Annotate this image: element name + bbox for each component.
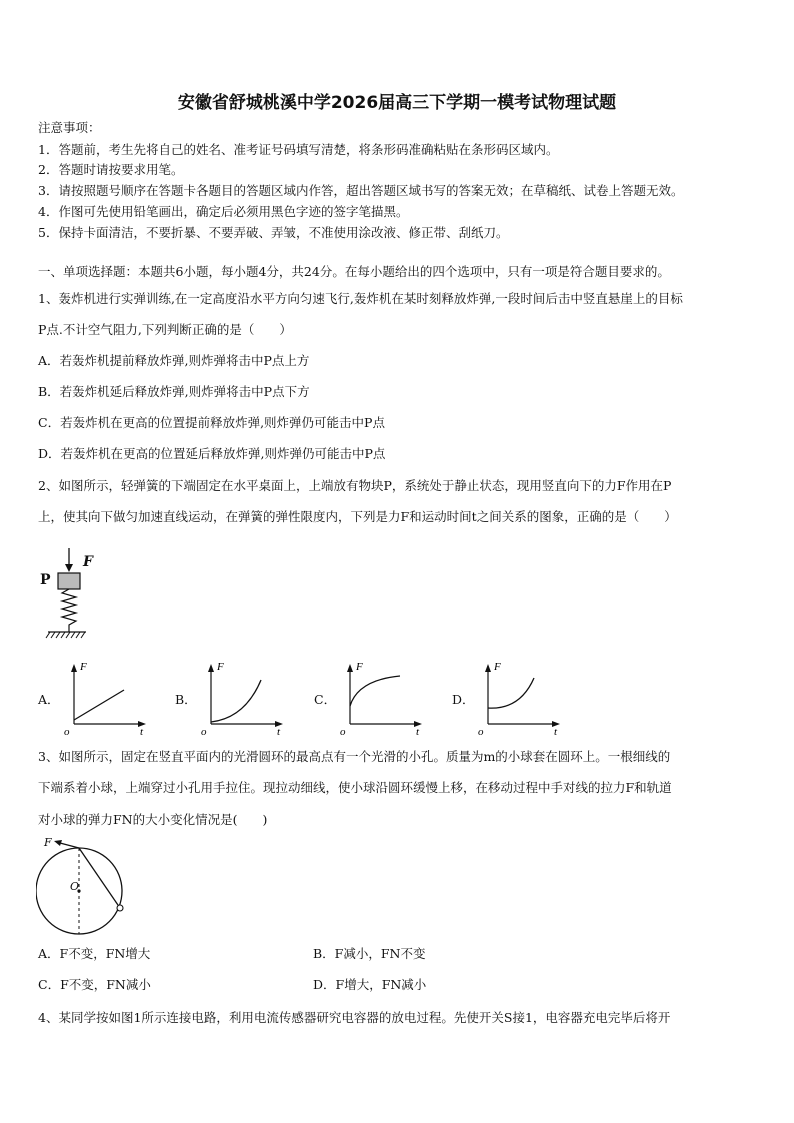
question-1-stem: P点.不计空气阻力,下列判断正确的是（ ）: [38, 322, 292, 337]
f-t-graph: [336, 660, 426, 736]
y-axis-arrowhead: [71, 664, 77, 672]
f-t-graph: [60, 660, 150, 736]
graph-option-label: B．: [175, 692, 197, 707]
graph-option-label: D．: [452, 692, 475, 707]
graph-y-label: F: [494, 661, 501, 673]
force-label: F: [83, 554, 93, 570]
f-t-curve: [74, 690, 124, 720]
section-heading: 一、单项选择题：本题共6小题，每小题4分，共24分。在每小题给出的四个选项中，只有一项是符合题目要求的。: [38, 264, 670, 279]
f-t-curve: [211, 680, 261, 722]
graph-option-label: A．: [38, 692, 60, 707]
ground-hatch: [46, 632, 85, 638]
question-1-option-c: C．若轰炸机在更高的位置提前释放炸弹,则炸弹仍可能击中P点: [38, 415, 385, 430]
graph-origin-label: o: [201, 726, 207, 736]
graph-y-label: F: [80, 661, 87, 673]
graph-x-label: t: [140, 726, 144, 736]
question-1-option-b: B．若轰炸机延后释放炸弹,则炸弹将击中P点下方: [38, 384, 310, 399]
graph-x-label: t: [277, 726, 281, 736]
pull-arrow: [60, 843, 79, 848]
question-3-option-b: B．F减小，FN不变: [313, 946, 426, 961]
f-t-graph: [197, 660, 287, 736]
spring: [62, 589, 76, 632]
question-1-option-d: D．若轰炸机在更高的位置延后释放炸弹,则炸弹仍可能击中P点: [38, 446, 386, 461]
question-2-stem: 上，使其向下做匀加速直线运动，在弹簧的弹性限度内，下列是力F和运动时间t之间关系的图象，正确的是（ ）: [38, 509, 677, 524]
notice-item: 2．答题时请按要求用笔。: [38, 162, 184, 177]
question-3-option-d: D．F增大，FN减小: [313, 977, 427, 992]
question-4-stem: 4、某同学按如图1所示连接电路，利用电流传感器研究电容器的放电过程。先使开关S接1，电容器充电完毕后将开: [38, 1010, 671, 1025]
page-title: 安徽省舒城桃溪中学2026届高三下学期一模考试物理试题: [177, 93, 617, 113]
ring-force-label: F: [44, 836, 52, 849]
question-3-stem: 对小球的弹力FN的大小变化情况是( ): [38, 812, 268, 827]
graph-x-label: t: [416, 726, 420, 736]
notice-heading: 注意事项：: [38, 120, 101, 135]
question-3-option-a: A．F不变，FN增大: [38, 946, 151, 961]
ring-center-label: O: [70, 880, 80, 893]
graph-origin-label: o: [478, 726, 484, 736]
question-2-stem: 2、如图所示，轻弹簧的下端固定在水平桌面上，上端放有物块P，系统处于静止状态，现用竖直向下的力F作用在P: [38, 478, 672, 493]
y-axis-arrowhead: [485, 664, 491, 672]
question-3-option-c: C．F不变，FN减小: [38, 977, 151, 992]
question-1-stem: 1、轰炸机进行实弹训练,在一定高度沿水平方向匀速飞行,轰炸机在某时刻释放炸弹,一段时间后击中竖直悬崖上的目标: [38, 291, 683, 306]
block-label: P: [40, 572, 51, 588]
graph-y-label: F: [217, 661, 224, 673]
f-t-graph: [474, 660, 564, 736]
graph-option-label: C．: [314, 692, 337, 707]
block-p: [58, 573, 80, 589]
graph-origin-label: o: [340, 726, 346, 736]
graph-y-label: F: [356, 661, 363, 673]
graph-x-label: t: [554, 726, 558, 736]
graph-origin-label: o: [64, 726, 70, 736]
notice-item: 1．答题前，考生先将自己的姓名、准考证号码填写清楚，将条形码准确粘贴在条形码区域内。: [38, 142, 559, 157]
f-t-curve: [350, 676, 400, 706]
string: [79, 848, 120, 908]
y-axis-arrowhead: [208, 664, 214, 672]
question-1-option-a: A．若轰炸机提前释放炸弹,则炸弹将击中P点上方: [38, 353, 310, 368]
y-axis-arrowhead: [347, 664, 353, 672]
notice-item: 3．请按照题号顺序在答题卡各题目的答题区域内作答，超出答题区域书写的答案无效；在草稿纸、试卷上答题无效。: [38, 183, 684, 198]
ring-figure: [36, 836, 136, 940]
question-3-stem: 下端系着小球，上端穿过小孔用手拉住。现拉动细线，使小球沿圆环缓慢上移，在移动过程中手对线的拉力F和轨道: [38, 780, 672, 795]
ball: [117, 905, 123, 911]
notice-item: 5．保持卡面清洁，不要折暴、不要弄破、弄皱，不准使用涂改液、修正带、刮纸刀。: [38, 225, 509, 240]
f-t-curve: [488, 678, 534, 708]
question-3-stem: 3、如图所示，固定在竖直平面内的光滑圆环的最高点有一个光滑的小孔。质量为m的小球套在圆环上。一根细线的: [38, 749, 671, 764]
force-arrowhead: [65, 564, 73, 572]
notice-item: 4．作图可先使用铅笔画出，确定后必须用黑色字迹的签字笔描黑。: [38, 204, 409, 219]
pull-arrowhead: [54, 840, 62, 846]
